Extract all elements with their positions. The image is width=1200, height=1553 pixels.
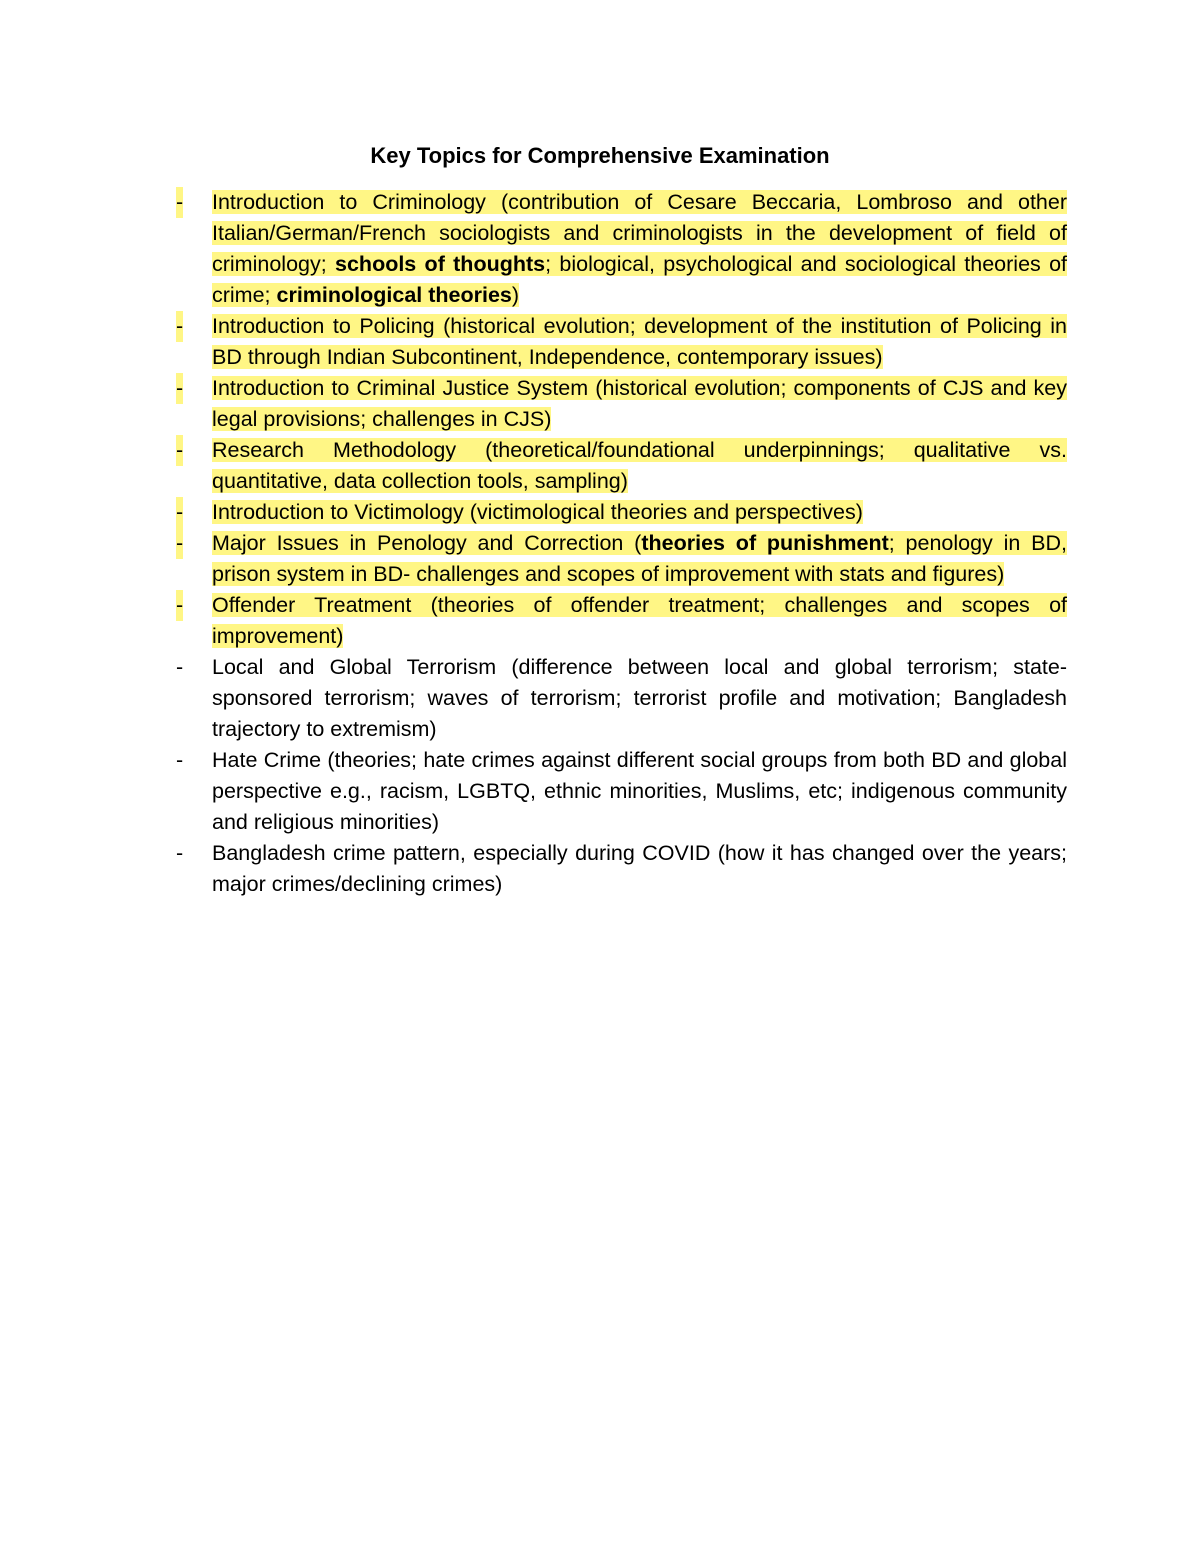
topic-text-run: Local and Global Terrorism (difference between local and global terrorism; state-sponsored terrorism; waves of terrorism; terrorist profile and motivation; Bangladesh trajectory to extremism)	[212, 655, 1067, 741]
topic-text	[212, 311, 1067, 373]
topic-text-run: Bangladesh crime pattern, especially during COVID (how it has changed over the years; major crimes/declining crimes)	[212, 841, 1067, 896]
topic-text	[212, 435, 1067, 497]
bullet-dash: -	[176, 497, 183, 528]
topic-text-run: Introduction to Victimology (victimological theories and perspectives)	[212, 500, 863, 524]
topic-text-run: Introduction to Criminal Justice System (historical evolution; components of CJS and key legal provisions; challenges in CJS)	[212, 376, 1067, 431]
topic-text-run: Hate Crime (theories; hate crimes against different social groups from both BD and global perspective e.g., racism, LGBTQ, ethnic minorities, Muslims, etc; indigenous community and religious minorities)	[212, 748, 1067, 834]
topic-text	[212, 373, 1067, 435]
bullet-dash: -	[176, 528, 183, 559]
topic-text-bold: criminological theories	[276, 283, 512, 307]
topic-item	[172, 745, 1067, 838]
topic-text-run: )	[511, 283, 520, 307]
topic-item	[172, 652, 1067, 745]
bullet-dash: -	[176, 748, 184, 772]
topic-text-run: ; penology in BD, prison system in BD- challenges and scopes of improvement with stats and figures)	[212, 531, 1067, 586]
topic-item	[172, 590, 1067, 652]
topic-text-run: Introduction to Policing (historical evolution; development of the institution of Policing in BD through Indian Subcontinent, Independence, contemporary issues)	[212, 314, 1067, 369]
topic-text-run: ; biological, psychological and sociological theories of crime;	[212, 252, 1068, 307]
bullet-dash: -	[176, 373, 183, 404]
topic-text	[212, 187, 1067, 311]
topic-text	[212, 838, 1067, 900]
topic-text-run: Major Issues in Penology and Correction (	[212, 531, 642, 555]
topic-item	[172, 435, 1067, 497]
topic-item	[172, 311, 1067, 373]
bullet-dash: -	[176, 435, 183, 466]
bullet-dash: -	[176, 841, 184, 865]
topic-item	[172, 497, 1067, 528]
topic-item	[172, 838, 1067, 900]
topic-list	[172, 187, 1067, 900]
topic-text	[212, 652, 1067, 745]
topic-item	[172, 373, 1067, 435]
bullet-dash: -	[176, 311, 183, 342]
topic-text-run: Offender Treatment (theories of offender treatment; challenges and scopes of improvement)	[212, 593, 1067, 648]
bullet-dash: -	[176, 655, 184, 679]
topic-item	[172, 528, 1067, 590]
bullet-dash: -	[176, 187, 183, 218]
topic-text	[212, 528, 1067, 590]
topic-item	[172, 187, 1067, 311]
topic-text	[212, 497, 1067, 528]
topic-text-bold: theories of punishment	[641, 531, 889, 555]
bullet-dash: -	[176, 590, 183, 621]
document-title: Key Topics for Comprehensive Examination	[370, 143, 830, 168]
topic-text-bold: schools of thoughts	[335, 252, 546, 276]
topic-text-run: Introduction to Criminology (contribution of Cesare Beccaria, Lombroso and other Italian/German/French sociologists and criminologists in the development of field of criminology;	[212, 190, 1067, 276]
topic-text-run: Research Methodology (theoretical/foundational underpinnings; qualitative vs. quantitative, data collection tools, sampling)	[212, 438, 1067, 493]
topic-text	[212, 745, 1067, 838]
topic-text	[212, 590, 1067, 652]
